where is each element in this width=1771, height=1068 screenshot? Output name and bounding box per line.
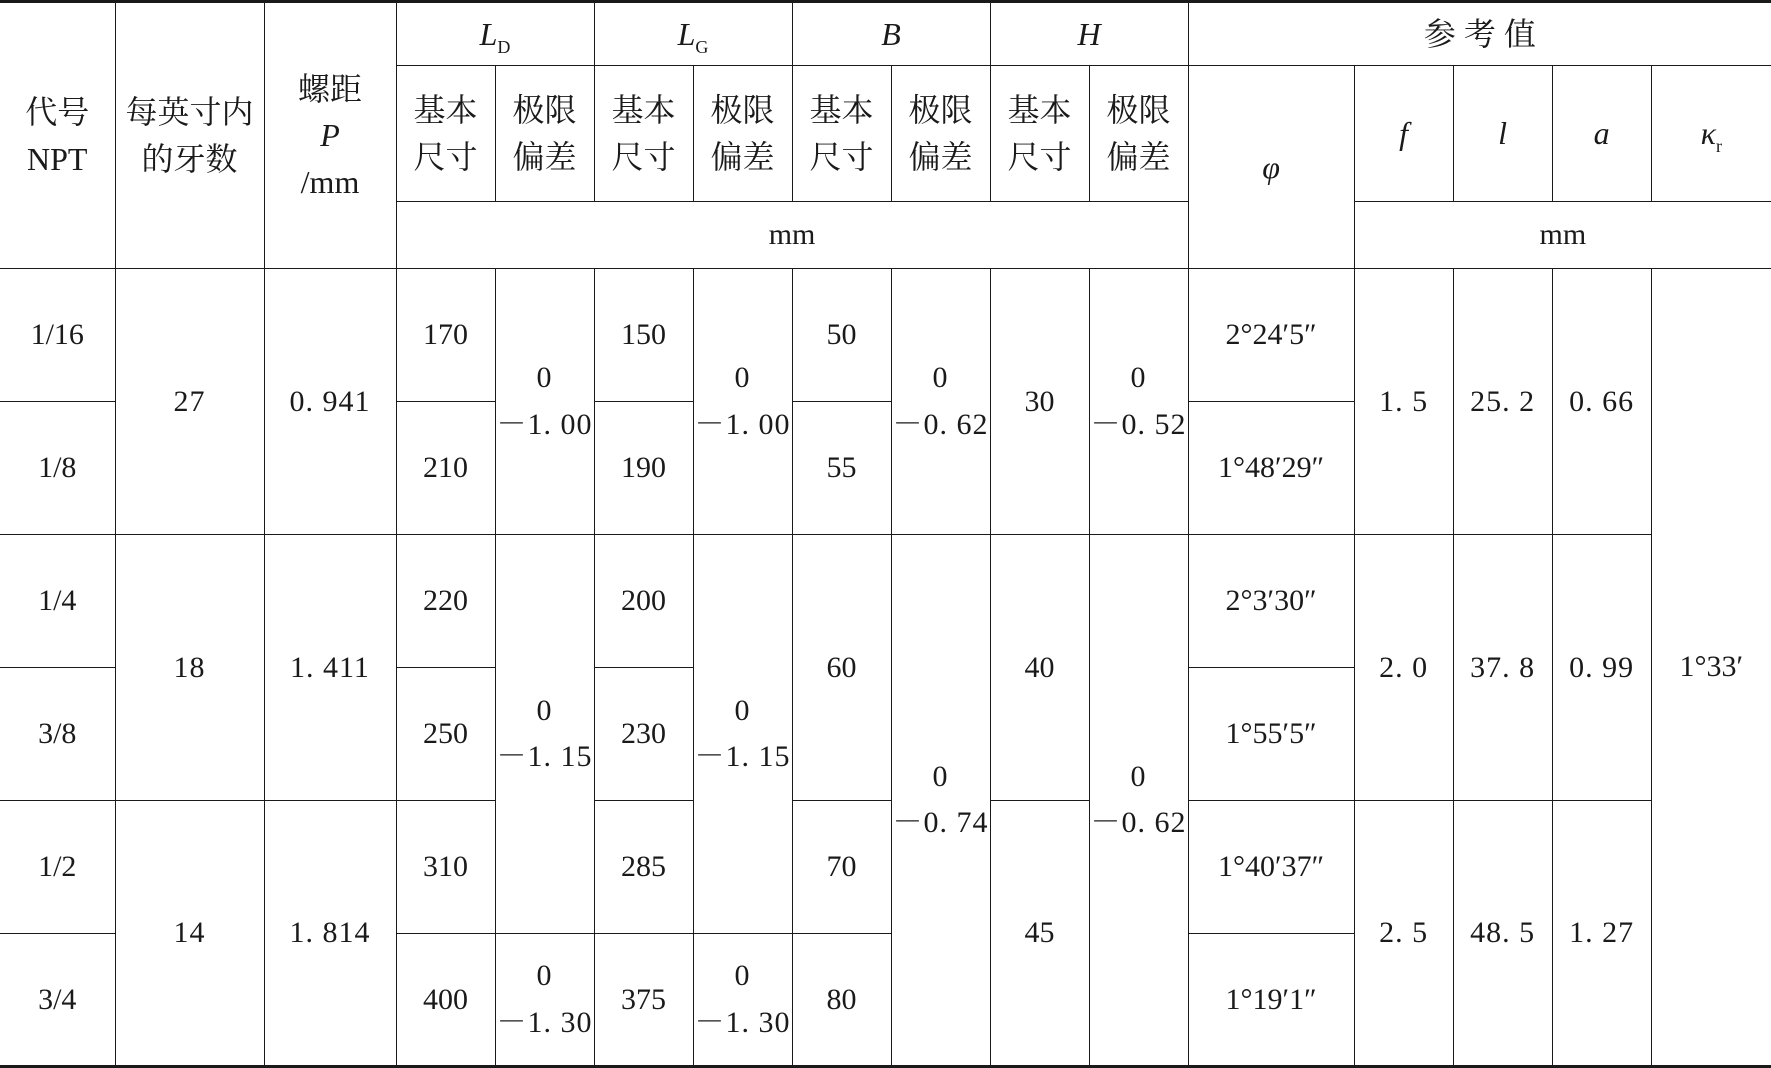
cell-code: 1/16: [0, 269, 115, 402]
header-a: a: [1552, 66, 1651, 202]
cell-code: 1/2: [0, 801, 115, 934]
header-h-deviation: 极限 偏差: [1089, 66, 1188, 202]
cell-phi: 1°19′1″: [1188, 934, 1354, 1067]
cell-ld-basic: 250: [396, 668, 495, 801]
header-h-basic: 基本 尺寸: [990, 66, 1089, 202]
cell-lg-basic: 150: [594, 269, 693, 402]
cell-l: 25. 2: [1453, 269, 1552, 535]
cell-b-deviation: 0 －0. 62: [891, 269, 990, 535]
cell-lg-basic: 230: [594, 668, 693, 801]
cell-kr: 1°33′: [1651, 269, 1771, 1067]
cell-ld-deviation: 0 －1. 30: [495, 934, 594, 1067]
cell-pitch: 0. 941: [264, 269, 396, 535]
cell-ld-basic: 310: [396, 801, 495, 934]
cell-b-basic: 80: [792, 934, 891, 1067]
header-ld-basic: 基本 尺寸: [396, 66, 495, 202]
cell-a: 0. 99: [1552, 535, 1651, 801]
cell-tpi: 18: [115, 535, 264, 801]
header-lg: $L_G$: [594, 2, 792, 66]
header-h: H: [990, 2, 1188, 66]
header-l: l: [1453, 66, 1552, 202]
cell-lg-basic: 200: [594, 535, 693, 668]
cell-f: 2. 5: [1354, 801, 1453, 1067]
cell-code: 1/4: [0, 535, 115, 668]
cell-ld-basic: 400: [396, 934, 495, 1067]
cell-code: 3/8: [0, 668, 115, 801]
cell-a: 1. 27: [1552, 801, 1651, 1067]
cell-a: 0. 66: [1552, 269, 1651, 535]
cell-lg-basic: 190: [594, 402, 693, 535]
cell-pitch: 1. 814: [264, 801, 396, 1067]
cell-code: 3/4: [0, 934, 115, 1067]
header-threads-per-inch: 每英寸内 的牙数: [115, 2, 264, 269]
unit-mm-reference: mm: [1354, 202, 1771, 269]
cell-ld-basic: 170: [396, 269, 495, 402]
cell-f: 2. 0: [1354, 535, 1453, 801]
cell-b-basic: 50: [792, 269, 891, 402]
cell-l: 37. 8: [1453, 535, 1552, 801]
cell-ld-basic: 220: [396, 535, 495, 668]
cell-h-basic: 45: [990, 801, 1089, 1067]
cell-b-basic: 70: [792, 801, 891, 934]
cell-ld-deviation: 0 －1. 15: [495, 535, 594, 934]
cell-h-basic: 40: [990, 535, 1089, 801]
header-kr: $\kappa_r$: [1651, 66, 1771, 202]
cell-ld-basic: 210: [396, 402, 495, 535]
cell-b-basic: 60: [792, 535, 891, 801]
cell-lg-deviation: 0 －1. 15: [693, 535, 792, 934]
header-lg-basic: 基本 尺寸: [594, 66, 693, 202]
cell-phi: 1°55′5″: [1188, 668, 1354, 801]
header-b-deviation: 极限 偏差: [891, 66, 990, 202]
cell-f: 1. 5: [1354, 269, 1453, 535]
cell-l: 48. 5: [1453, 801, 1552, 1067]
cell-b-basic: 55: [792, 402, 891, 535]
header-b: B: [792, 2, 990, 66]
cell-ld-deviation: 0 －1. 00: [495, 269, 594, 535]
cell-h-deviation: 0 －0. 62: [1089, 535, 1188, 1067]
cell-code: 1/8: [0, 402, 115, 535]
header-code: 代号 NPT: [0, 2, 115, 269]
cell-phi: 1°48′29″: [1188, 402, 1354, 535]
header-f: f: [1354, 66, 1453, 202]
header-pitch: 螺距 P /mm: [264, 2, 396, 269]
header-lg-deviation: 极限 偏差: [693, 66, 792, 202]
cell-lg-deviation: 0 －1. 00: [693, 269, 792, 535]
cell-b-deviation: 0 －0. 74: [891, 535, 990, 1067]
cell-phi: 2°3′30″: [1188, 535, 1354, 668]
cell-lg-deviation: 0 －1. 30: [693, 934, 792, 1067]
header-ld-deviation: 极限 偏差: [495, 66, 594, 202]
header-b-basic: 基本 尺寸: [792, 66, 891, 202]
unit-mm: mm: [396, 202, 1188, 269]
header-phi: φ: [1188, 66, 1354, 269]
cell-pitch: 1. 411: [264, 535, 396, 801]
header-reference-values: 参 考 值: [1188, 2, 1771, 66]
cell-tpi: 14: [115, 801, 264, 1067]
cell-h-basic: 30: [990, 269, 1089, 535]
cell-lg-basic: 375: [594, 934, 693, 1067]
cell-lg-basic: 285: [594, 801, 693, 934]
cell-phi: 1°40′37″: [1188, 801, 1354, 934]
header-ld: $L_D$: [396, 2, 594, 66]
cell-h-deviation: 0 －0. 52: [1089, 269, 1188, 535]
cell-phi: 2°24′5″: [1188, 269, 1354, 402]
cell-tpi: 27: [115, 269, 264, 535]
